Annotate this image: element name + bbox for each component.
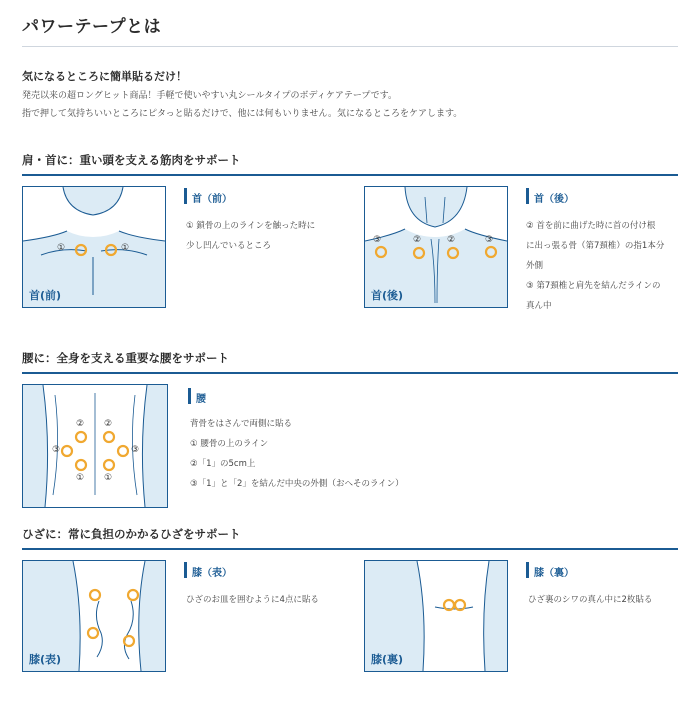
- section-heading-waist: 腰に：全身を支える重要な腰をサポート: [22, 351, 229, 365]
- neck-front-label: 首（前）: [192, 194, 232, 205]
- knee-front-illustration: [22, 560, 166, 672]
- knee-back-label: 膝（裏）: [534, 568, 574, 579]
- marker-3: ③: [52, 445, 61, 455]
- neck-back-label: 首（後）: [534, 194, 574, 205]
- marker-2: ②: [413, 235, 422, 245]
- neck-front-caption: 首(前): [29, 289, 62, 302]
- page-title: パワーテープとは: [22, 17, 162, 37]
- waist-description: 背骨をはさんで両側に貼る ① 腰骨の上のライン ②「1」の5cm上 ③「1」と「2」を結んだ中央の外側（おへそのライン）: [190, 419, 404, 489]
- marker-2: ②: [104, 419, 113, 429]
- knee-back-illustration: [364, 560, 508, 672]
- knee-front-caption: 膝(表): [29, 653, 62, 666]
- section-heading-knee: ひざに：常に負担のかかるひざをサポート: [22, 527, 241, 541]
- marker-3: ③: [485, 235, 494, 245]
- marker-1: ①: [76, 473, 85, 483]
- label-bar: [188, 388, 191, 404]
- marker-3: ③: [131, 445, 140, 455]
- label-bar: [526, 188, 529, 204]
- marker-1: ①: [121, 243, 130, 253]
- marker-2: ②: [76, 419, 85, 429]
- title-divider: [22, 46, 678, 47]
- neck-back-illustration: [364, 186, 508, 308]
- marker-1: ①: [57, 243, 66, 253]
- intro-line-1: 発売以来の超ロングヒット商品！手軽で使いやすい丸シールタイプのボディケアテープです。: [22, 91, 397, 101]
- section-divider: [22, 548, 678, 550]
- section-divider: [22, 174, 678, 176]
- knee-front-description: ひざのお皿を囲むように4点に貼る: [186, 595, 319, 605]
- label-bar: [184, 188, 187, 204]
- knee-front-label: 膝（表）: [192, 568, 232, 579]
- label-bar: [184, 562, 187, 578]
- waist-illustration: [22, 384, 168, 508]
- section-divider: [22, 372, 678, 374]
- label-bar: [526, 562, 529, 578]
- intro-heading: 気になるところに簡単貼るだけ！: [22, 70, 187, 83]
- marker-3: ③: [373, 235, 382, 245]
- intro-line-2: 指で押して気持ちいいところにピタっと貼るだけで、他には何もいりません。気になるところをケアします。: [22, 109, 463, 119]
- neck-back-description: ② 首を前に曲げた時に首の付け根 に出っ張る骨（第7頚椎）の指1本分 外側 ③ 第7頚椎と肩先を結んだラインの 真ん中: [526, 221, 665, 311]
- neck-back-caption: 首(後): [371, 289, 404, 302]
- marker-2: ②: [447, 235, 456, 245]
- section-heading-shoulder: 肩・首に：重い頭を支える筋肉をサポート: [22, 153, 241, 167]
- knee-back-caption: 膝(裏): [371, 653, 404, 666]
- neck-front-illustration: [22, 186, 166, 308]
- neck-front-description: ① 鎖骨の上のラインを触った時に 少し凹んでいるところ: [186, 221, 316, 251]
- knee-back-description: ひざ裏のシワの真ん中に2枚貼る: [528, 595, 653, 605]
- waist-label: 腰: [196, 394, 206, 405]
- marker-1: ①: [104, 473, 113, 483]
